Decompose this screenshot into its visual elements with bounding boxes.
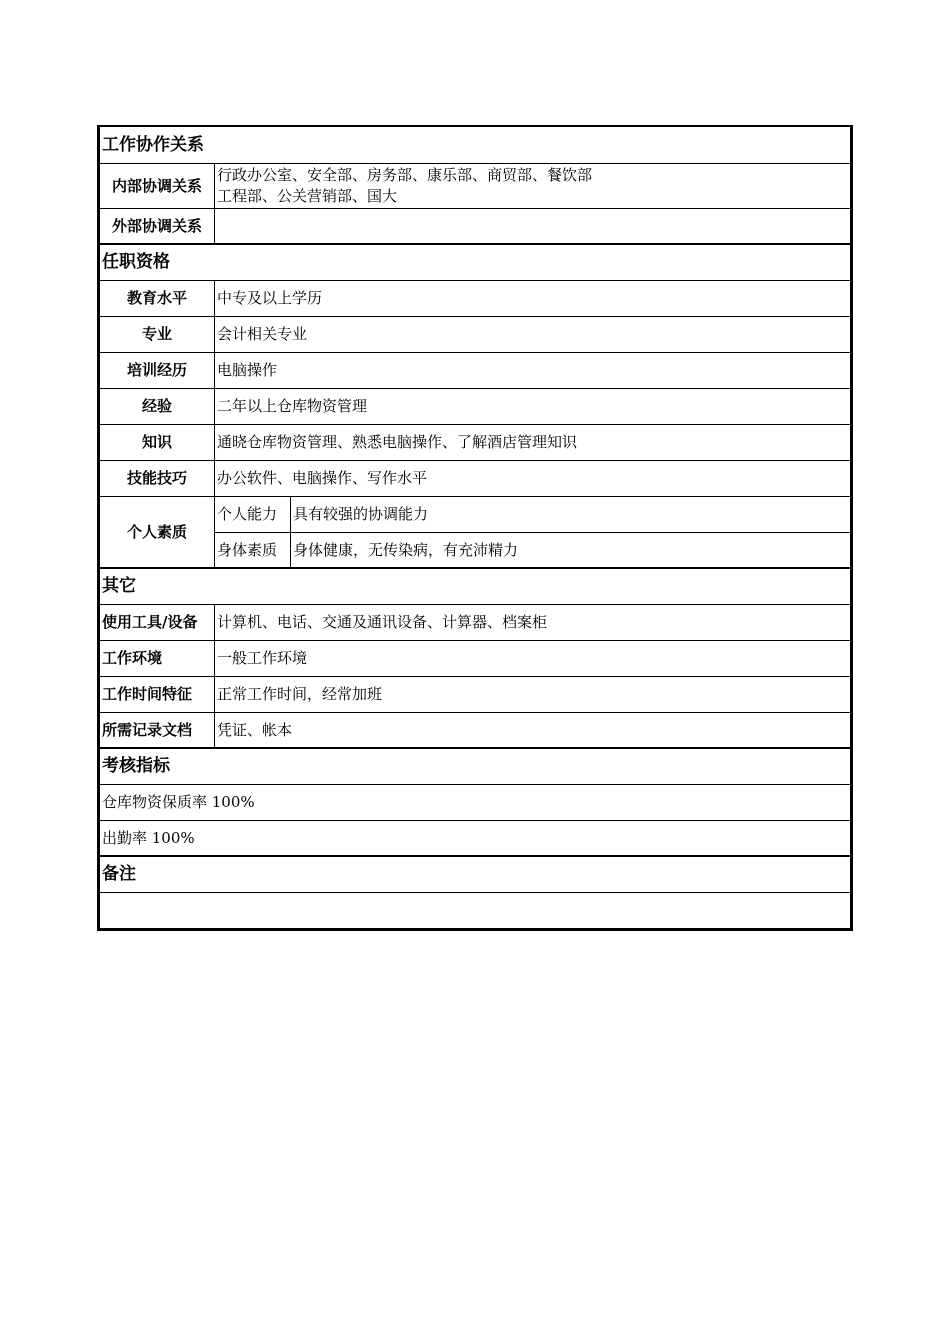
section-title-assessment: 考核指标 [100, 748, 851, 784]
experience-value: 二年以上仓库物资管理 [215, 388, 851, 424]
row-remarks [100, 892, 851, 928]
training-value: 电脑操作 [215, 352, 851, 388]
knowledge-value: 通晓仓库物资管理、熟悉电脑操作、了解酒店管理知识 [215, 424, 851, 460]
knowledge-label: 知识 [100, 424, 215, 460]
row-training [100, 352, 851, 388]
row-skills [100, 460, 851, 496]
row-work-time [100, 676, 851, 712]
work-time-label: 工作时间特征 [100, 676, 215, 712]
section-assessment [100, 748, 851, 784]
personal-quality-label: 个人素质 [100, 496, 215, 568]
personal-ability-value: 具有较强的协调能力 [291, 496, 851, 532]
external-coordination-value [215, 208, 851, 244]
section-title-other: 其它 [100, 568, 851, 604]
internal-coordination-label: 内部协调关系 [100, 163, 215, 208]
assessment-item-1: 仓库物资保质率 100% [100, 784, 851, 820]
row-records [100, 712, 851, 748]
experience-label: 经验 [100, 388, 215, 424]
row-environment [100, 640, 851, 676]
major-label: 专业 [100, 316, 215, 352]
personal-ability-label: 个人能力 [215, 496, 291, 532]
skills-value: 办公软件、电脑操作、写作水平 [215, 460, 851, 496]
internal-coordination-line-1: 行政办公室、安全部、房务部、康乐部、商贸部、餐饮部 [217, 165, 593, 184]
section-title-qualifications: 任职资格 [100, 244, 851, 280]
physical-quality-label: 身体素质 [215, 532, 291, 568]
row-major [100, 316, 851, 352]
row-assessment-item [100, 784, 851, 820]
environment-value: 一般工作环境 [215, 640, 851, 676]
major-value: 会计相关专业 [215, 316, 851, 352]
internal-coordination-value [215, 163, 851, 208]
physical-quality-value: 身体健康，无传染病，有充沛精力 [291, 532, 851, 568]
tools-label: 使用工具/设备 [100, 604, 215, 640]
section-other [100, 568, 851, 604]
external-coordination-label: 外部协调关系 [100, 208, 215, 244]
work-time-value: 正常工作时间，经常加班 [215, 676, 851, 712]
row-personal-ability [100, 496, 851, 532]
section-remarks [100, 856, 851, 892]
row-internal-coordination [100, 163, 851, 208]
internal-coordination-line-2: 工程部、公关营销部、国大 [217, 186, 398, 205]
section-title-remarks: 备注 [100, 856, 851, 892]
education-value: 中专及以上学历 [215, 280, 851, 316]
remarks-value [100, 892, 851, 928]
section-qualifications [100, 244, 851, 280]
training-label: 培训经历 [100, 352, 215, 388]
records-label: 所需记录文档 [100, 712, 215, 748]
section-coordination [100, 127, 851, 163]
row-tools [100, 604, 851, 640]
skills-label: 技能技巧 [100, 460, 215, 496]
row-knowledge [100, 424, 851, 460]
row-assessment-item [100, 820, 851, 856]
row-external-coordination [100, 208, 851, 244]
records-value: 凭证、帐本 [215, 712, 851, 748]
assessment-item-2: 出勤率 100% [100, 820, 851, 856]
job-description-table [97, 125, 853, 931]
environment-label: 工作环境 [100, 640, 215, 676]
section-title-coordination: 工作协作关系 [100, 127, 851, 163]
tools-value: 计算机、电话、交通及通讯设备、计算器、档案柜 [215, 604, 851, 640]
row-education [100, 280, 851, 316]
row-experience [100, 388, 851, 424]
education-label: 教育水平 [100, 280, 215, 316]
